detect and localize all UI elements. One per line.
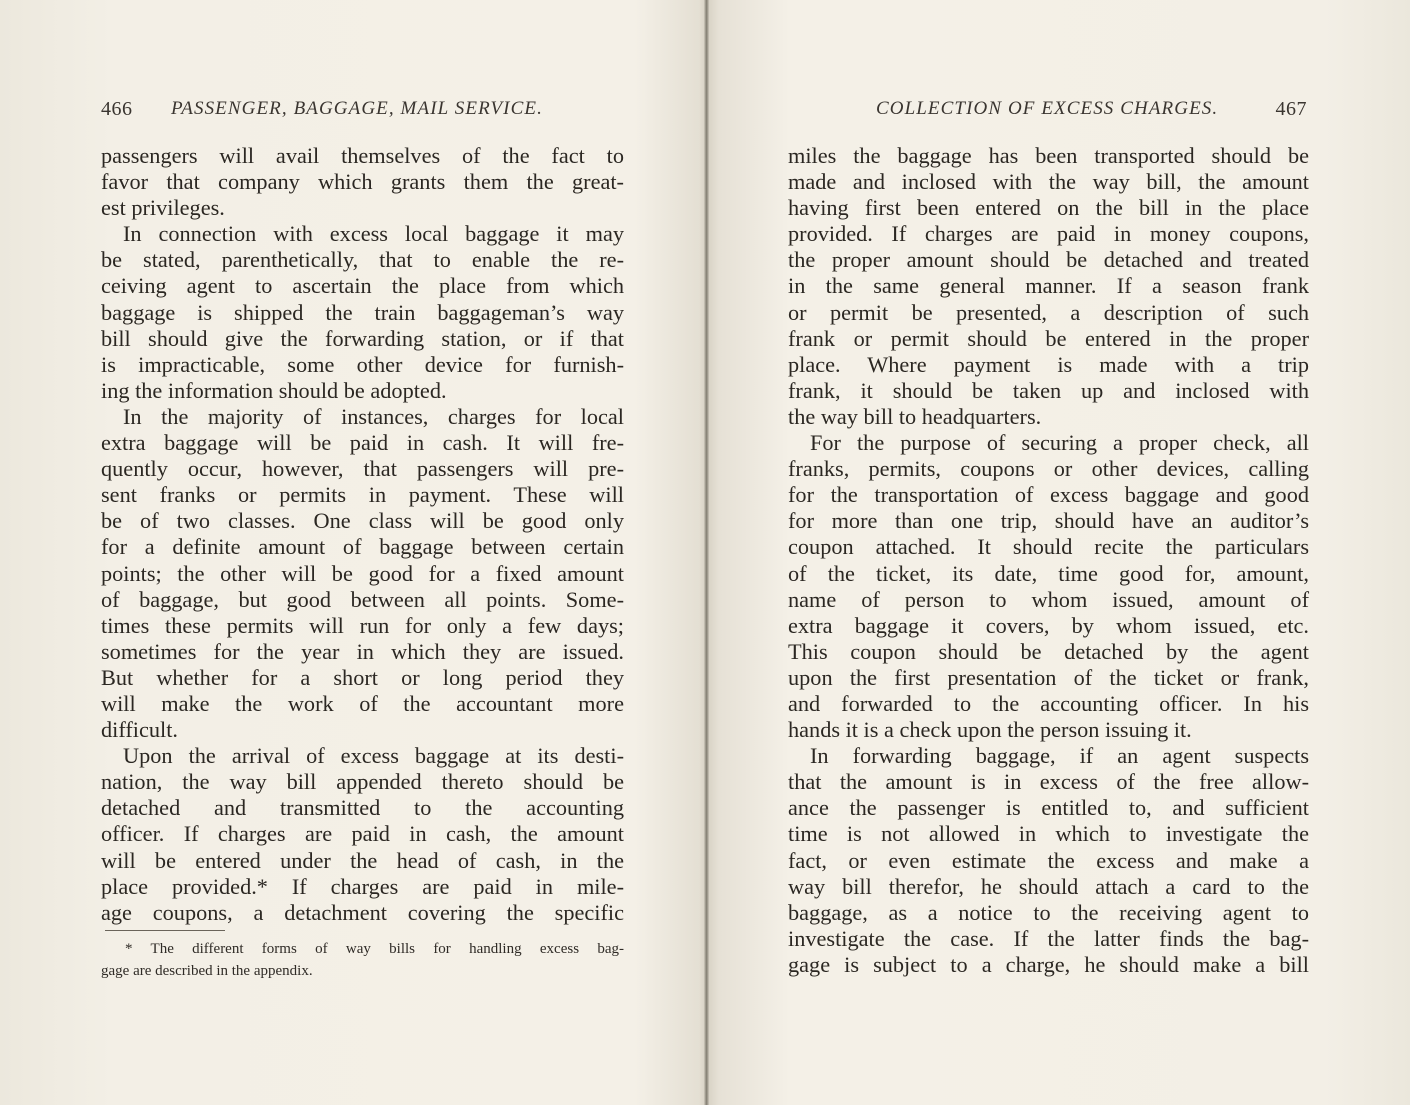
text-line: and forwarded to the accounting officer. In his [788, 690, 1309, 716]
running-title: PASSENGER, BAGGAGE, MAIL SERVICE. [171, 98, 543, 119]
text-line: is impracticable, some other device for furnish- [101, 351, 624, 377]
footnote-line: * The different forms of way bills for handling excess bag- [125, 941, 624, 957]
text-line: that the amount is in excess of the free allow- [788, 769, 1309, 795]
text-line: place. Where payment is made with a trip [788, 351, 1309, 377]
text-line: officer. If charges are paid in cash, the amount [101, 821, 624, 847]
footnote-line: gage are described in the appendix. [101, 963, 313, 979]
text-line: difficult. [101, 717, 178, 743]
left-page [101, 0, 624, 1105]
text-line: of baggage, but good between all points. Some- [101, 586, 624, 612]
text-line: passengers will avail themselves of the fact to [101, 143, 624, 168]
text-line: nation, the way bill appended thereto should be [101, 769, 624, 795]
text-line: quently occur, however, that passengers will pre- [101, 456, 624, 482]
text-line: extra baggage will be paid in cash. It will fre- [101, 430, 624, 456]
text-line: provided. If charges are paid in money coupons, [788, 221, 1309, 247]
footnote [101, 938, 624, 982]
text-line: baggage, as a notice to the receiving agent to [788, 899, 1309, 925]
text-line: detached and transmitted to the accounting [101, 795, 624, 821]
text-line: time is not allowed in which to investigate the [788, 821, 1309, 847]
text-line: extra baggage it covers, by whom issued, etc. [788, 612, 1309, 638]
text-line: place provided.* If charges are paid in mile- [101, 873, 624, 899]
text-line: the way bill to headquarters. [788, 403, 1042, 429]
book-gutter [704, 0, 709, 1105]
text-line: bill should give the forwarding station, or if that [101, 325, 624, 351]
page-number: 466 [101, 98, 133, 120]
text-line: hands it is a check upon the person issuing it. [788, 717, 1192, 743]
text-line: sometimes for the year in which they are issued. [101, 638, 624, 664]
text-line: frank or permit should be entered in the proper [788, 325, 1309, 351]
text-line: of the ticket, its date, time good for, amount, [788, 560, 1309, 586]
text-line: frank, it should be taken up and inclosed with [788, 377, 1309, 403]
text-line: for the transportation of excess baggage and good [788, 482, 1309, 508]
text-line: gage is subject to a charge, he should make a bill [788, 951, 1309, 977]
left-page-body [101, 143, 624, 926]
text-line: will be entered under the head of cash, in the [101, 847, 624, 873]
text-line: In the majority of instances, charges for local [123, 403, 624, 429]
text-line: fact, or even estimate the excess and make a [788, 847, 1309, 873]
text-line: investigate the case. If the latter finds the bag- [788, 925, 1309, 951]
text-line: way bill therefor, he should attach a card to the [788, 873, 1309, 899]
text-line: be of two classes. One class will be good only [101, 508, 624, 534]
text-line: sent franks or permits in payment. These will [101, 482, 624, 508]
running-title: COLLECTION OF EXCESS CHARGES. [876, 98, 1219, 119]
left-page-header [101, 98, 624, 124]
text-line: franks, permits, coupons or other devices, calling [788, 456, 1309, 482]
footnote-rule [105, 930, 225, 931]
text-line: in the same general manner. If a season frank [788, 273, 1309, 299]
text-line: This coupon should be detached by the agent [788, 638, 1309, 664]
text-line: points; the other will be good for a fixed amount [101, 560, 624, 586]
text-line: favor that company which grants them the great- [101, 169, 624, 195]
text-line: ance the passenger is entitled to, and sufficient [788, 795, 1309, 821]
text-line: In connection with excess local baggage it may [123, 221, 624, 247]
text-line: for a definite amount of baggage between certain [101, 534, 624, 560]
text-line: coupon attached. It should recite the particulars [788, 534, 1309, 560]
text-line: baggage is shipped the train baggageman’s way [101, 299, 624, 325]
text-line: made and inclosed with the way bill, the amount [788, 169, 1309, 195]
text-line: or permit be presented, a description of such [788, 299, 1309, 325]
text-line: name of person to whom issued, amount of [788, 586, 1309, 612]
text-line: upon the first presentation of the ticket or frank, [788, 664, 1309, 690]
text-line: times these permits will run for only a few days; [101, 612, 624, 638]
text-line: But whether for a short or long period they [101, 664, 624, 690]
right-page-header [788, 98, 1309, 124]
text-line: ceiving agent to ascertain the place from which [101, 273, 624, 299]
text-line: having first been entered on the bill in the place [788, 195, 1309, 221]
text-line: age coupons, a detachment covering the specific [101, 899, 624, 925]
right-page-body [788, 143, 1309, 978]
text-line: est privileges. [101, 195, 225, 221]
text-line: will make the work of the accountant more [101, 690, 624, 716]
text-line: Upon the arrival of excess baggage at its desti- [123, 743, 624, 769]
text-line: be stated, parenthetically, that to enable the re- [101, 247, 624, 273]
page-number: 467 [1275, 98, 1307, 120]
text-line: for more than one trip, should have an auditor’s [788, 508, 1309, 534]
text-line: ing the information should be adopted. [101, 377, 447, 403]
right-page [788, 0, 1309, 1105]
text-line: For the purpose of securing a proper check, all [810, 430, 1309, 456]
text-line: the proper amount should be detached and treated [788, 247, 1309, 273]
text-line: miles the baggage has been transported should be [788, 143, 1309, 168]
text-line: In forwarding baggage, if an agent suspects [810, 743, 1309, 769]
